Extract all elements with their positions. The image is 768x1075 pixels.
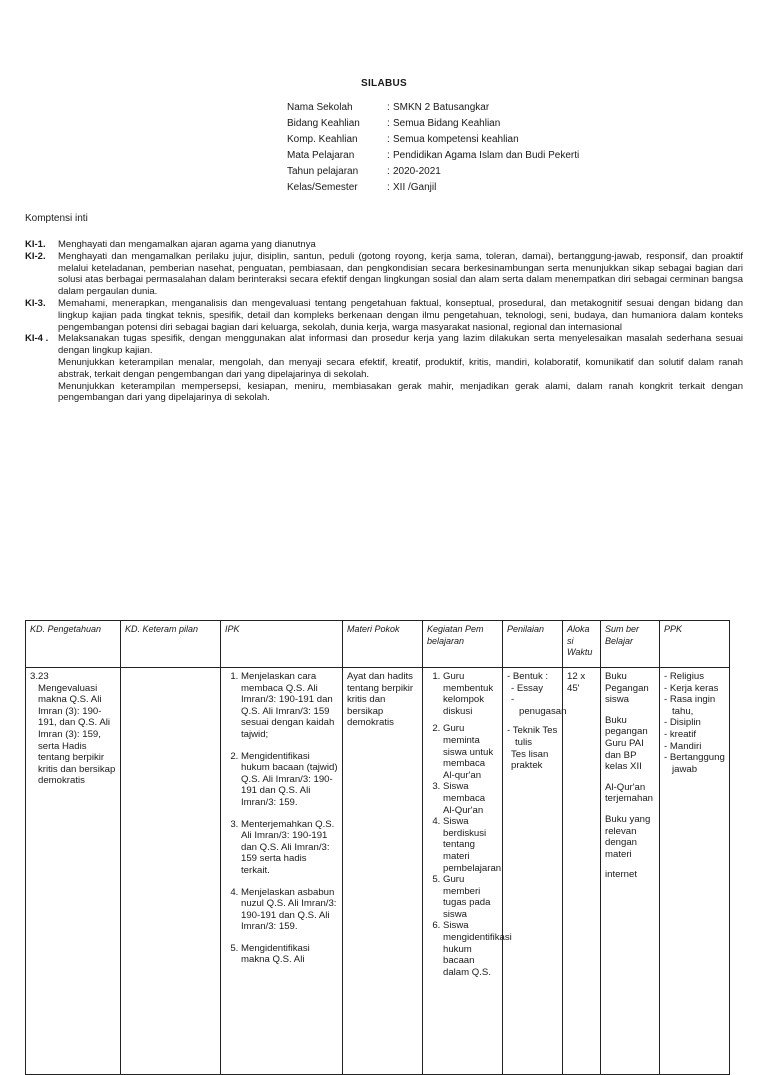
header-sumber: Sum ber Belajar <box>601 621 660 668</box>
list-item: 1. Guru membentuk kelompok diskusi <box>443 671 498 717</box>
resource-item: Buku Pegangan siswa <box>605 671 649 706</box>
list-item: - Teknik Tes tulis <box>507 725 558 748</box>
ki-item: KI-3. Memahami, menerapkan, menganalisis dan mengevaluasi tentang pengetahuan faktual, konseptual, prosedural, dan metakognitif sesuai dengan bidang dan lingkup kajian pada tingkat teknis, spesifik, detail dan kompleks berkenaan dengan ilmu pengetahuan, teknologi, seni, budaya, dan humaniora dalam konteks pengembangan potensi diri sebagai bagian dari keluarga, sekolah, dunia kerja, warga masyarakat nasional, regional dan internasional <box>25 297 743 333</box>
cell-materi-pokok: Ayat dan hadits tentang berpikir kritis dan bersikap demokratis <box>343 668 423 1075</box>
header-ipk: IPK <box>221 621 343 668</box>
list-item: - Bentuk : <box>507 671 549 682</box>
ki-item: KI-4 . Melaksanakan tugas spesifik, dengan menggunakan alat informasi dan prosedur kerja yang lazim dilakukan serta menyelesaikan masalah sederhana sesuai dengan lingkup kajian. <box>25 333 743 357</box>
header-alokasi: Aloka si Waktu <box>563 621 601 668</box>
list-item: - kreatif <box>664 728 697 740</box>
document-title: SILABUS <box>361 78 407 89</box>
cell-ppk <box>660 668 730 1075</box>
list-item: 3. Siswa membaca Al-Qur'an <box>443 781 498 816</box>
list-item: Tes lisan <box>511 748 549 760</box>
list-item: - Kerja keras <box>664 682 719 694</box>
list-item: 5. Mengidentifikasi makna Q.S. Ali <box>241 943 338 966</box>
list-item: - Religius <box>664 671 705 682</box>
ki-extra-paragraph: Menunjukkan keterampilan menalar, mengolah, dan menyaji secara efektif, kreatif, produktif, kritis, mandiri, kolaboratif, komunikatif dan solutif dalam ranah abstrak, terkait dengan pengembangan dari yang dipelajarinya di sekolah. <box>58 356 743 380</box>
kegiatan-list <box>427 671 512 978</box>
school-info <box>287 100 579 196</box>
ki-extra-paragraph: Menunjukkan keterampilan mempersepsi, kesiapan, meniru, membiasakan gerak mahir, menjadikan gerak alami, dalam ranah kongkrit terkait dengan pengembangan dari yang dipelajarinya di sekolah. <box>58 380 743 404</box>
list-item: 1. Menjelaskan cara membaca Q.S. Ali Imran/3: 190-191 dan Q.S. Ali Imran/3: 159 sesuai dengan kaidah tajwid; <box>241 671 338 741</box>
cell-sumber-belajar <box>601 668 660 1075</box>
info-row: Nama Sekolah : SMKN 2 Batusangkar <box>287 102 490 113</box>
kd-number: 3.23 <box>30 671 49 682</box>
resource-item: Buku yang relevan dengan materi <box>605 813 651 860</box>
header-materi-pokok: Materi Pokok <box>343 621 423 668</box>
header-kd-pengetahuan: KD. Pengetahuan <box>26 621 121 668</box>
cell-kd-pengetahuan <box>26 668 121 1075</box>
list-item: - Disiplin <box>664 717 701 729</box>
cell-kegiatan <box>423 668 512 1075</box>
ki-item: KI-2. Menghayati dan mengamalkan perilaku jujur, disiplin, santun, peduli (gotong royong, kerja sama, toleran, damai), bertanggung-jawab, responsif, dan proaktif melalui keteladanan, pemberian nasehat, penguatan, pembiasaan, dan pengkondisian secara berkesinambungan serta menunjukkan sikap sebagai bagian dari solusi atas berbagai permasalahan dalam berinteraksi secara efektif dengan lingkungan sosial dan alam serta dalam menempatkan diri sebagai cerminan bangsa dalam pergaulan dunia. <box>25 250 743 298</box>
list-item: - Bertanggung jawab <box>664 752 725 775</box>
cell-kd-keterampilan <box>121 668 221 1075</box>
cell-penilaian <box>503 668 567 1075</box>
list-item: - penugasan <box>511 694 567 717</box>
list-item: 6. Siswa mengidentifikasi hukum bacaan dalam Q.S. <box>443 920 498 978</box>
list-item: praktek <box>511 760 543 772</box>
resource-item: Al-Qur'an terjemahan <box>605 781 653 805</box>
list-item: 3. Menterjemahkan Q.S. Ali Imran/3: 190-191 dan Q.S. Ali Imran/3: 159 serta hadis terkait. <box>241 819 338 877</box>
ki-list <box>25 239 743 404</box>
syllabus-table <box>25 620 730 1075</box>
list-item: 4. Siswa berdiskusi tentang materi pembelajaran <box>443 816 498 874</box>
info-row: Komp. Keahlian : Semua kompetensi keahlian <box>287 134 519 145</box>
resource-item: internet <box>605 869 637 881</box>
ki-heading: Komptensi inti <box>25 213 88 224</box>
info-row: Tahun pelajaran : 2020-2021 <box>287 166 441 177</box>
info-row: Bidang Keahlian : Semua Bidang Keahlian <box>287 118 501 129</box>
list-item: 2. Mengidentifikasi hukum bacaan (tajwid) Q.S. Ali Imran/3: 190-191 dan Q.S. Ali Imran/3: 159. <box>241 751 338 809</box>
list-item: - Mandiri <box>664 740 702 752</box>
header-penilaian: Penilaian <box>503 621 563 668</box>
header-kd-keterampilan: KD. Keteram pilan <box>121 621 221 668</box>
header-kegiatan: Kegiatan Pem belajaran <box>423 621 503 668</box>
list-item: 5. Guru memberi tugas pada siswa <box>443 874 498 920</box>
info-row: Kelas/Semester : XII /Ganjil <box>287 182 437 193</box>
ki-item: KI-1. Menghayati dan mengamalkan ajaran agama yang dianutnya <box>25 239 316 250</box>
ppk-list <box>664 671 725 775</box>
table-row <box>26 668 730 1075</box>
resource-item: Buku pegangan Guru PAI dan BP kelas XII <box>605 714 648 773</box>
ipk-list <box>225 671 338 966</box>
table-header-row <box>26 621 730 668</box>
cell-alokasi-waktu: 12 x 45' <box>563 668 601 1075</box>
list-item: - Rasa ingin tahu, <box>664 694 716 717</box>
list-item: - Essay <box>511 682 543 694</box>
cell-ipk <box>221 668 343 1075</box>
kd-text: Mengevaluasi makna Q.S. Ali Imran (3): 190-191, dan Q.S. Ali Imran (3): 159, serta Hadis tentang berpikir kritis dan bersikap demokratis <box>38 682 116 787</box>
header-ppk: PPK <box>660 621 730 668</box>
list-item: 4. Menjelaskan asbabun nuzul Q.S. Ali Imran/3: 190-191 dan Q.S. Ali Imran/3: 159. <box>241 887 338 933</box>
penilaian-list <box>507 671 567 772</box>
info-row: Mata Pelajaran : Pendidikan Agama Islam dan Budi Pekerti <box>287 150 580 161</box>
list-item: 2. Guru meminta siswa untuk membaca Al-qur'an <box>443 723 498 781</box>
